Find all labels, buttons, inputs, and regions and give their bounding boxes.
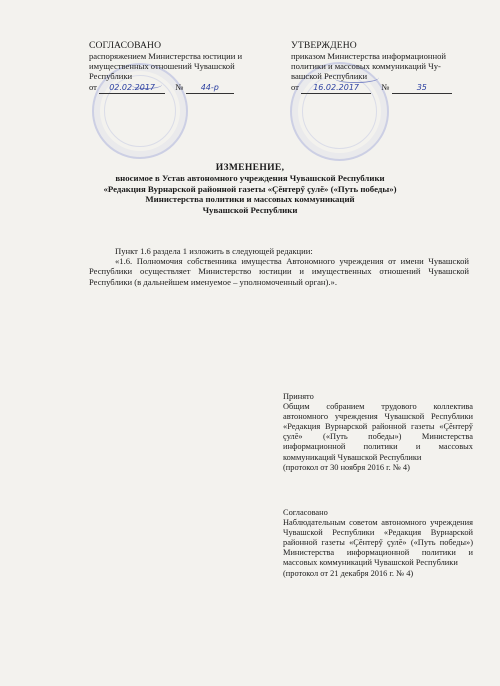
- accepted-block: [283, 392, 473, 473]
- agreed-block: [283, 508, 473, 579]
- date-prefix: от: [291, 81, 299, 92]
- approval-block-right: [291, 40, 476, 94]
- number-prefix: №: [381, 81, 390, 92]
- approval-date-line-left: [89, 82, 279, 94]
- approval-label-right: УТВЕРЖДЕНО: [291, 40, 357, 51]
- accepted-heading: Принято: [283, 392, 314, 401]
- approval-line: вашской Республики: [291, 71, 368, 82]
- agreed-heading: Согласовано: [283, 508, 328, 517]
- date-value-right: 16.02.2017: [301, 83, 371, 94]
- body-paragraph-2: «1.6. Полномочия собственника имущества Автономного учреждения от имени Чувашской Республики осуществляет Министерство юстиции и имущественных отношений Чувашской Республики (в дальнейшем именуемое – уполномоченный орган).».: [89, 256, 469, 287]
- approval-line: Республики: [89, 71, 133, 82]
- accepted-text: Общим собранием трудового коллектива автономного учреждения Чувашской Республики «Редакция Вурнарской районной газеты «Çĕнтерӳ çулĕ» («Путь победы») Министерства информационной политики и массовых коммуникаций Чувашской Республики: [283, 402, 473, 462]
- document-title: [70, 163, 430, 215]
- approval-block-left: [89, 40, 279, 94]
- number-prefix: №: [175, 81, 184, 92]
- approval-line: распоряжением Министерства юстиции и: [89, 51, 243, 61]
- approval-label-left: СОГЛАСОВАНО: [89, 40, 162, 51]
- title-main: ИЗМЕНЕНИЕ,: [215, 162, 285, 173]
- approval-line: имущественных отношений Чувашской: [89, 61, 235, 72]
- title-line: Чувашской Республики: [202, 204, 298, 215]
- accepted-protocol: (протокол от 30 ноября 2016 г. № 4): [283, 462, 410, 472]
- date-prefix: от: [89, 81, 97, 92]
- body-paragraph-1: Пункт 1.6 раздела 1 изложить в следующей редакции:: [115, 246, 313, 256]
- agreed-protocol: (протокол от 21 декабря 2016 г. № 4): [283, 568, 414, 578]
- title-line: «Редакция Вурнарской районной газеты «Çĕнтерӳ çулĕ» («Путь победы»): [103, 183, 397, 194]
- date-value-left: 02.02.2017: [99, 83, 165, 94]
- number-value-left: 44-р: [186, 83, 234, 94]
- title-line: Министерства политики и массовых коммуникаций: [145, 194, 355, 205]
- document-body: [89, 246, 469, 287]
- approval-line: приказом Министерства информационной: [291, 51, 447, 61]
- number-value-right: 35: [392, 83, 452, 94]
- title-line: вносимое в Устав автономного учреждения Чувашской Республики: [115, 173, 385, 184]
- agreed-text: Наблюдательным советом автономного учреждения Чувашской Республики «Редакция Вурнарской районной газеты «Çĕнтерӳ çулĕ» («Путь победы») Министерства информационной политики и массовых коммуникаций Чувашской Республики: [283, 518, 473, 568]
- approval-line: политики и массовых коммуникаций Чу-: [291, 61, 441, 72]
- approval-date-line-right: [291, 82, 476, 94]
